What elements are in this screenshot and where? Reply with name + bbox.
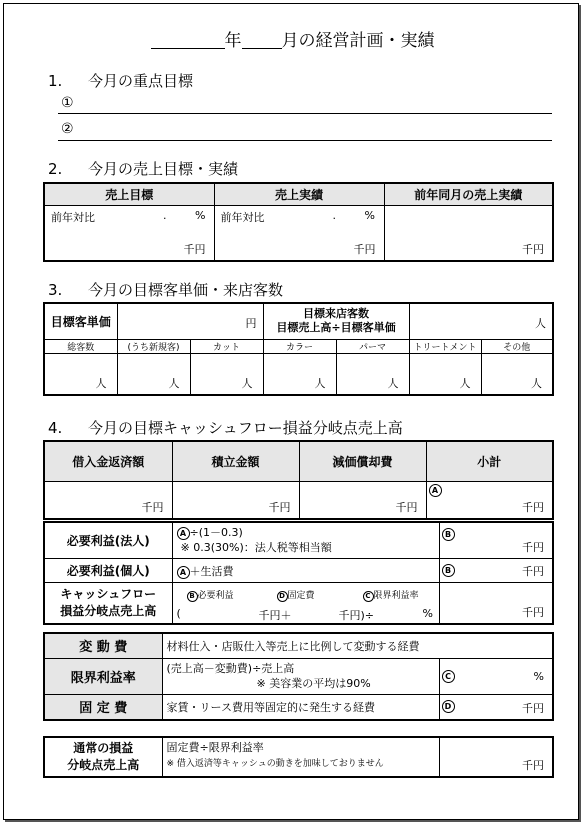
sub-header-perm: パーマ	[336, 339, 409, 353]
cf-breakeven-label: キャッシュフロー 損益分岐点売上高	[44, 582, 172, 624]
target-price-label: 目標客単価	[44, 303, 117, 339]
subtotal-header: 小計	[426, 441, 553, 481]
indiv-profit-formula: A ＋生活費	[172, 558, 439, 582]
sub-header-new: (うち新規客)	[117, 339, 190, 353]
last-year-header: 前年同月の売上実績	[384, 183, 553, 205]
customer-table	[43, 302, 554, 396]
cf-breakeven-cell[interactable]: 千円	[439, 582, 553, 624]
goal-line-1[interactable]: ①	[58, 95, 552, 114]
mark-c-icon: C	[442, 670, 455, 683]
fixed-cost-desc: 家賃・リース費用等固定的に発生する経費	[162, 694, 439, 720]
sales-target-header: 売上目標	[44, 183, 214, 205]
margin-rate-label: 限界利益率	[44, 658, 162, 694]
fixed-cost-label: 固 定 費	[44, 694, 162, 720]
sub-header-cut: カット	[190, 339, 263, 353]
section-4-heading: 4. 今月の目標キャッシュフロー損益分岐点売上高	[48, 419, 403, 437]
normal-breakeven-table	[43, 736, 554, 778]
depreciation-cell[interactable]: 千円	[299, 481, 426, 519]
indiv-profit-cell[interactable]: B 千円	[439, 558, 553, 582]
mark-b-icon: B	[442, 564, 455, 577]
mark-d-icon: D	[442, 700, 455, 713]
month-blank[interactable]	[242, 31, 282, 49]
count-cell-treatment[interactable]: 人	[409, 353, 481, 395]
sub-header-treatment: トリートメント	[409, 339, 481, 353]
fixed-cost-cell[interactable]: D 千円	[439, 694, 553, 720]
mark-a-icon: A	[429, 484, 442, 497]
count-cell-cut[interactable]: 人	[190, 353, 263, 395]
sales-target-cell[interactable]: 前年対比 . % 千円	[44, 205, 214, 261]
goal-line-2[interactable]: ②	[58, 120, 552, 141]
section-1-heading: 1. 今月の重点目標	[48, 72, 194, 90]
corp-profit-cell[interactable]: B 千円	[439, 522, 553, 558]
margin-rate-cell[interactable]: C %	[439, 658, 553, 694]
variable-cost-desc: 材料仕入・店販仕入等売上に比例して変動する経費	[162, 633, 553, 658]
mark-b-icon: B	[187, 591, 198, 602]
cf-breakeven-formula: B 必要利益 D 固定費 C 限界利益率 ( 千円＋ 千円)÷ %	[172, 582, 439, 624]
mark-c-icon: C	[363, 591, 374, 602]
count-cell-color[interactable]: 人	[263, 353, 336, 395]
normal-breakeven-cell[interactable]: 千円	[439, 737, 553, 777]
depreciation-header: 減価償却費	[299, 441, 426, 481]
count-cell-new[interactable]: 人	[117, 353, 190, 395]
corp-profit-formula: A ÷(1－0.3) ※ 0.3(30%)：法人税等相当額	[172, 522, 439, 558]
mark-a-icon: A	[177, 566, 190, 579]
target-count-label: 目標来店客数 目標売上高÷目標客単価	[263, 303, 409, 339]
page-title: 年 月の経営計画・実績	[0, 26, 585, 51]
margin-rate-formula: (売上高－変動費)÷売上高 ※ 美容業の平均は90%	[162, 658, 439, 694]
section-3-heading: 3. 今月の目標客単価・来店客数	[48, 281, 284, 299]
loan-repayment-header: 借入金返済額	[44, 441, 172, 481]
savings-header: 積立金額	[172, 441, 299, 481]
profit-table	[43, 521, 554, 625]
sales-table	[43, 182, 554, 262]
loan-repayment-cell[interactable]: 千円	[44, 481, 172, 519]
sales-actual-header: 売上実績	[214, 183, 384, 205]
savings-cell[interactable]: 千円	[172, 481, 299, 519]
subtotal-cell[interactable]: A 千円	[426, 481, 553, 519]
indiv-profit-label: 必要利益(個人)	[44, 558, 172, 582]
corp-profit-label: 必要利益(法人)	[44, 522, 172, 558]
sub-header-other: その他	[481, 339, 553, 353]
normal-breakeven-formula: 固定費÷限界利益率 ※ 借入返済等キャッシュの動きを加味しておりません	[162, 737, 439, 777]
target-count-cell[interactable]: 人	[409, 303, 553, 339]
target-price-cell[interactable]: 円	[117, 303, 263, 339]
count-cell-perm[interactable]: 人	[336, 353, 409, 395]
sales-actual-cell[interactable]: 前年対比 . % 千円	[214, 205, 384, 261]
mark-a-icon: A	[177, 527, 190, 540]
variable-cost-label: 変 動 費	[44, 633, 162, 658]
section-2-heading: 2. 今月の売上目標・実績	[48, 160, 239, 178]
cashflow-table	[43, 440, 554, 520]
count-cell-total[interactable]: 人	[44, 353, 117, 395]
sub-header-total: 総客数	[44, 339, 117, 353]
mark-d-icon: D	[277, 591, 288, 602]
year-blank[interactable]	[151, 31, 225, 49]
normal-breakeven-label: 通常の損益 分岐点売上高	[44, 737, 162, 777]
count-cell-other[interactable]: 人	[481, 353, 553, 395]
last-year-cell[interactable]: 千円	[384, 205, 553, 261]
sub-header-color: カラー	[263, 339, 336, 353]
cost-table	[43, 632, 554, 721]
mark-b-icon: B	[442, 528, 455, 541]
